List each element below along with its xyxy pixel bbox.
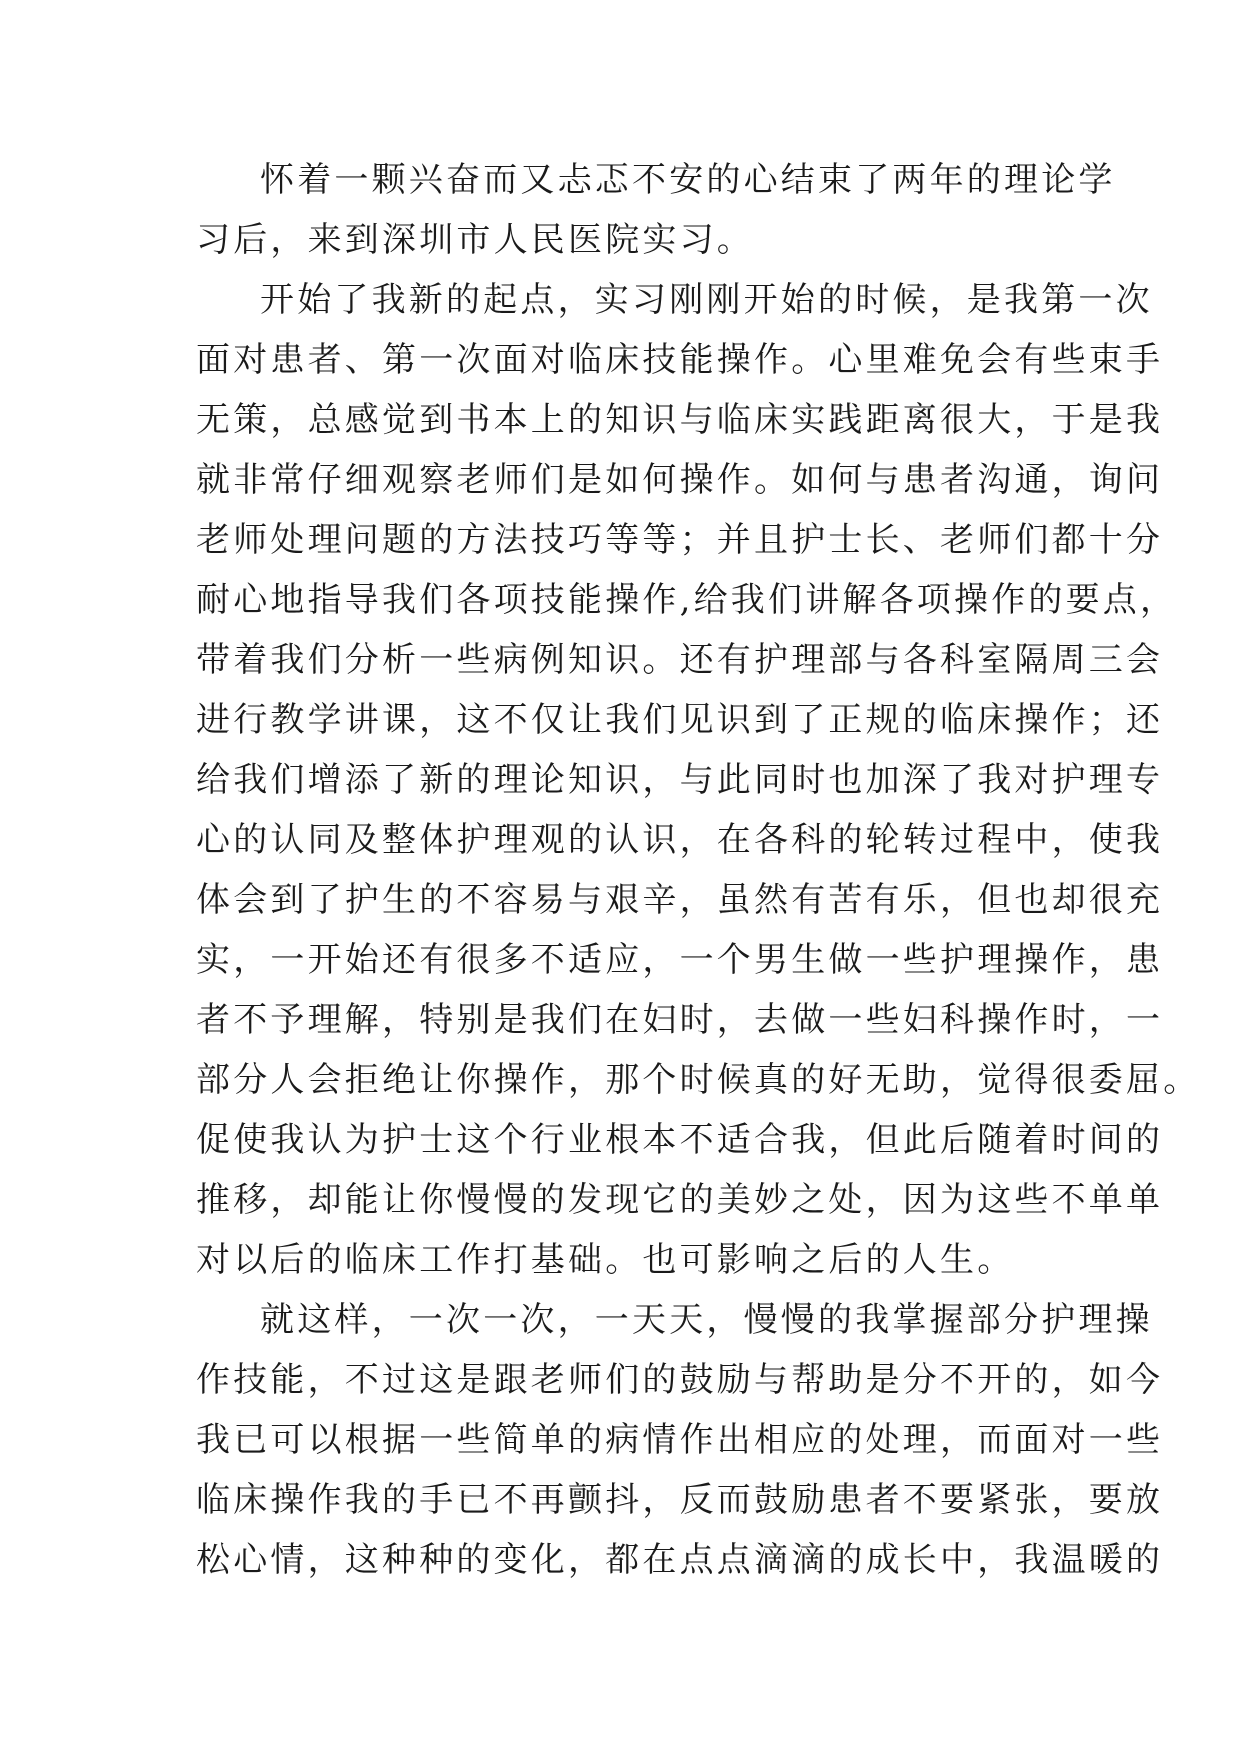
paragraph-2-line-7: 带着我们分析一些病例知识。还有护理部与各科室隔周三会 <box>196 640 1164 680</box>
paragraph-1-line-1: 怀着一颗兴奋而又忐忑不安的心结束了两年的理论学 <box>260 160 1116 200</box>
paragraph-2-line-14: 部分人会拒绝让你操作，那个时候真的好无助，觉得很委屈。 <box>196 1060 1201 1100</box>
paragraph-2-line-8: 进行教学讲课，这不仅让我们见识到了正规的临床操作；还 <box>196 700 1164 740</box>
paragraph-2-line-2: 面对患者、第一次面对临床技能操作。心里难免会有些束手 <box>196 340 1164 380</box>
paragraph-2-line-11: 体会到了护生的不容易与艰辛，虽然有苦有乐，但也却很充 <box>196 880 1164 920</box>
paragraph-3-line-4: 临床操作我的手已不再颤抖，反而鼓励患者不要紧张，要放 <box>196 1480 1164 1520</box>
paragraph-2-line-5: 老师处理问题的方法技巧等等；并且护士长、老师们都十分 <box>196 520 1164 560</box>
paragraph-2-line-13: 者不予理解，特别是我们在妇时，去做一些妇科操作时，一 <box>196 1000 1164 1040</box>
paragraph-3-line-1: 就这样，一次一次，一天天，慢慢的我掌握部分护理操 <box>260 1300 1153 1340</box>
paragraph-2-line-17: 对以后的临床工作打基础。也可影响之后的人生。 <box>196 1240 1015 1280</box>
paragraph-2-line-12: 实，一开始还有很多不适应，一个男生做一些护理操作，患 <box>196 940 1164 980</box>
paragraph-2-line-9: 给我们增添了新的理论知识，与此同时也加深了我对护理专 <box>196 760 1164 800</box>
paragraph-2-line-15: 促使我认为护士这个行业根本不适合我，但此后随着时间的 <box>196 1120 1164 1160</box>
paragraph-3-line-2: 作技能，不过这是跟老师们的鼓励与帮助是分不开的，如今 <box>196 1360 1164 1400</box>
paragraph-2-line-10: 心的认同及整体护理观的认识，在各科的轮转过程中，使我 <box>196 820 1164 860</box>
paragraph-1-line-2: 习后，来到深圳市人民医院实习。 <box>196 220 754 260</box>
paragraph-2-line-16: 推移，却能让你慢慢的发现它的美妙之处，因为这些不单单 <box>196 1180 1164 1220</box>
paragraph-2-line-6: 耐心地指导我们各项技能操作,给我们讲解各项操作的要点， <box>196 580 1178 620</box>
body-text <box>196 150 1201 1590</box>
paragraph-2-line-3: 无策，总感觉到书本上的知识与临床实践距离很大，于是我 <box>196 400 1164 440</box>
paragraph-3-line-5: 松心情，这种种的变化，都在点点滴滴的成长中，我温暖的 <box>196 1540 1164 1580</box>
paragraph-2-line-4: 就非常仔细观察老师们是如何操作。如何与患者沟通，询问 <box>196 460 1164 500</box>
paragraph-3-line-3: 我已可以根据一些简单的病情作出相应的处理，而面对一些 <box>196 1420 1164 1460</box>
paragraph-2-line-1: 开始了我新的起点，实习刚刚开始的时候，是我第一次 <box>260 280 1153 320</box>
